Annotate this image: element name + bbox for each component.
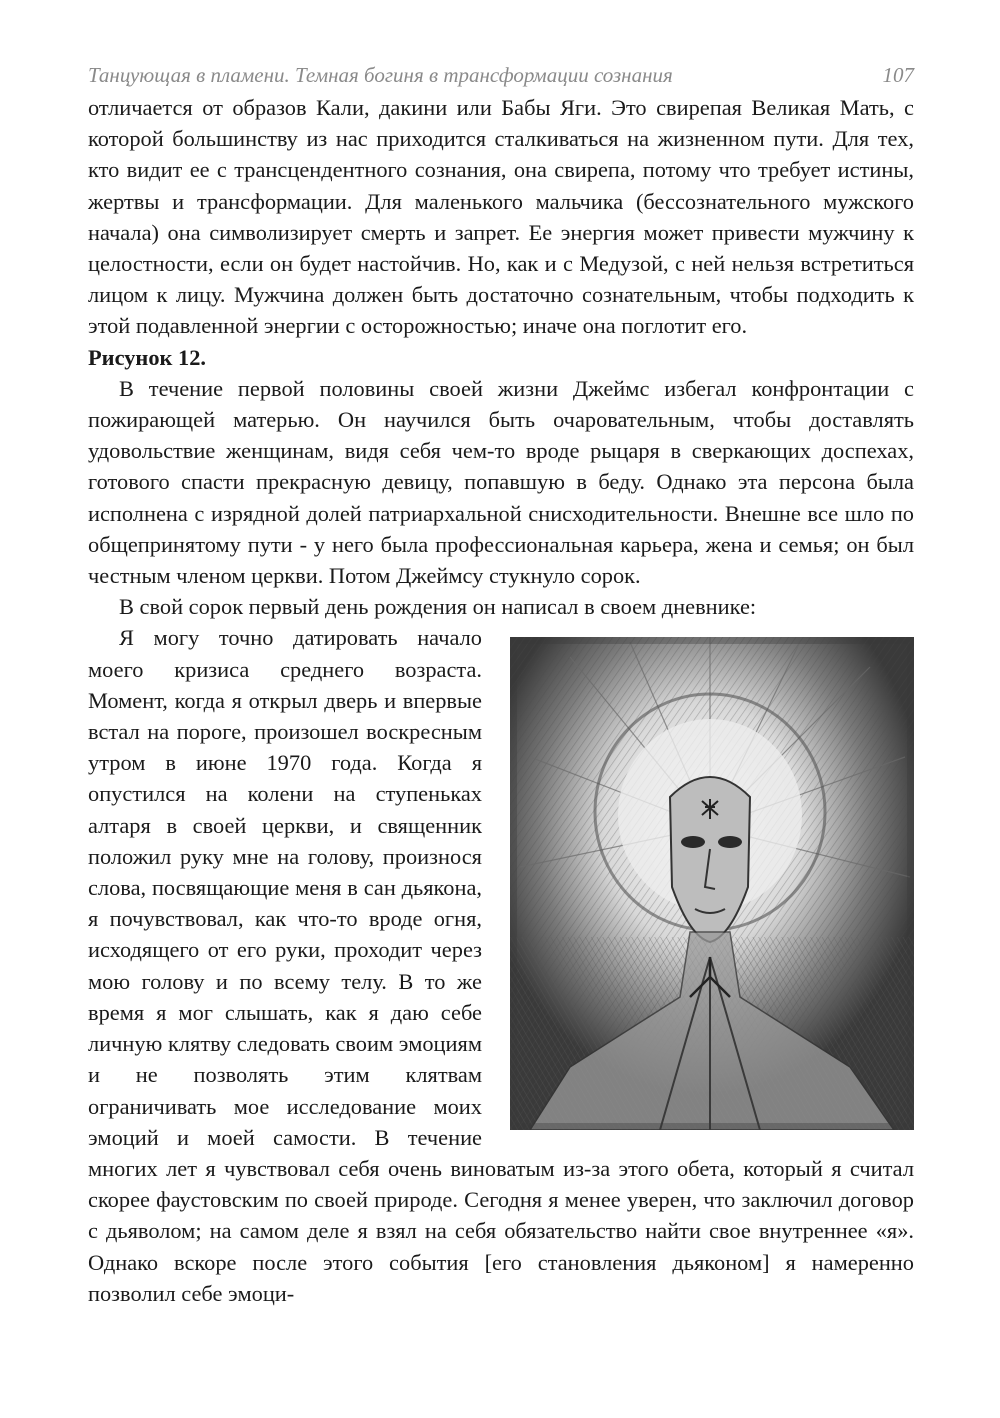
paragraph-james: В течение первой половины своей жизни Джеймс избегал конфронтации с пожирающей матерью. Он научился быть очаровательным, чтобы доставлять удовольствие женщинам, видя себя чем-то вроде рыцаря в сверкающих доспехах, готового спасти прекрасную девицу, попавшую в беду. Однако эта персона была исполнена с изрядной долей патриархальной снисходительности. Внешне все шло по общепринятому пути - у него была профессиональная карьера, жена и семья; он был честным членом церкви. Потом Джеймсу стукнуло сорок. (88, 375, 914, 589)
figure-heading: Рисунок 12. (88, 344, 206, 370)
running-header (88, 60, 914, 92)
paragraph-diary: Я могу точно датировать начало моего кризиса среднего возраста. Момент, когда я открыл дверь и впервые встал на пороге, произошел воскресным утром в июне 1970 года. Когда я опустился на колени на ступеньках алтаря в своей церкви, и священник положил руку мне на голову, произнося слова, посвящающие меня в сан дьякона, я почувствовал, как что-то вроде огня, исходящего от его руки, проходит через мою голову и по всему телу. В то же время я мог слышать, как я даю себе личную клятву следовать своим эмоциям и не позволять этим клятвам ограничивать мое исследование моих эмоций и моей самости. В течение многих лет я чувствовал себя очень виноватым из-за этого обета, который я считал скорее фаустовским по своей природе. Сегодня я менее уверен, что заключил договор с дьяволом; на самом деле я взял на себя обязательство найти свое внутреннее «я». Однако вскоре после этого события [его становления дьяконом] я намеренно позволил себе эмоци- (88, 625, 914, 1306)
paragraph-birthday: В свой сорок первый день рождения он написал в своем дневнике: (119, 594, 757, 620)
sketch-illustration (510, 637, 914, 1130)
running-title: Танцующая в пламени. Темная богиня в трансформации сознания (88, 63, 673, 87)
page-number: 107 (882, 63, 914, 87)
drawing-figure-12 (510, 637, 914, 1130)
diary-block (88, 622, 914, 1308)
document-page (88, 60, 914, 1309)
paragraph-continued: отличается от образов Кали, дакини или Бабы Яги. Это свирепая Великая Мать, с которой большинству из нас приходится сталкиваться на жизненном пути. Для тех, кто видит ее с трансцендентного сознания, она свирепа, потому что требует истины, жертвы и трансформации. Для маленького мальчика (бессознательного мужского начала) она символизирует смерть и запрет. Ее энергия может привести мужчину к целостности, если он будет настойчив. Но, как и с Медузой, с ней нельзя встретиться лицом к лицу. Мужчина должен быть достаточно сознательным, чтобы подходить к этой подавленной энергии с осторожностью; иначе она поглотит его. (88, 95, 914, 339)
body-text (88, 92, 914, 1309)
